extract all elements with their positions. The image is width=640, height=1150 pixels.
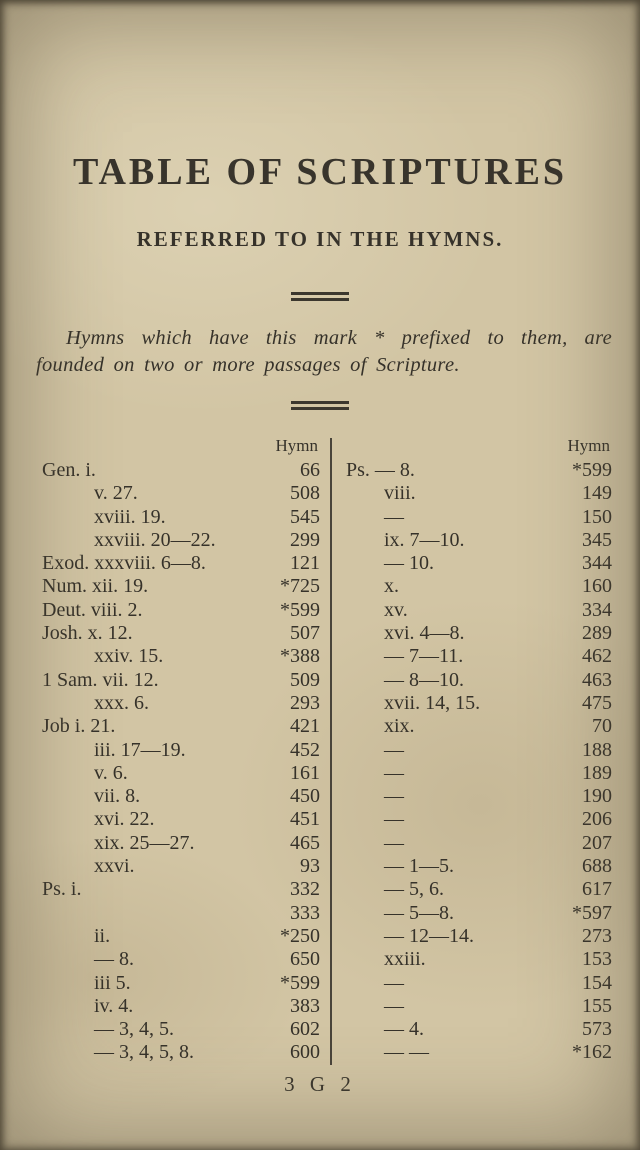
table-row <box>344 902 612 925</box>
table-row <box>344 855 612 878</box>
table-row <box>38 715 320 738</box>
table-row <box>344 599 612 622</box>
hymn-number: 149 <box>582 482 612 505</box>
table-row <box>344 529 612 552</box>
hymn-number: 450 <box>290 785 320 808</box>
scripture-ref: ix. 7—10. <box>384 528 465 551</box>
table-row <box>344 645 612 668</box>
hymn-number: 463 <box>582 668 612 691</box>
hymn-number: 451 <box>290 808 320 831</box>
table-row <box>38 692 320 715</box>
table-column-left <box>38 436 330 1065</box>
table-row <box>38 762 320 785</box>
table-row <box>38 599 320 622</box>
scripture-ref: — <box>384 994 404 1017</box>
table-row <box>344 459 612 482</box>
scripture-ref: — 3, 4, 5. <box>94 1018 174 1041</box>
scripture-ref: xix. 25—27. <box>94 831 195 854</box>
scripture-ref: viii. <box>384 482 416 505</box>
hymn-number: 345 <box>582 528 612 551</box>
table-row <box>344 1018 612 1041</box>
table-row <box>38 902 320 925</box>
hymn-number: 93 <box>300 855 320 878</box>
scripture-ref: v. 6. <box>94 761 128 784</box>
scripture-ref: — 5, 6. <box>384 878 444 901</box>
scripture-ref: Ps. — 8. <box>346 459 415 481</box>
double-rule-divider <box>291 401 349 410</box>
table-row <box>344 482 612 505</box>
scripture-ref: — 1—5. <box>384 855 454 878</box>
note-paragraph: Hymns which have this mark * prefixed to them, are founded on two or more passages of Scripture. <box>36 327 612 376</box>
table-rows-right <box>344 459 612 1065</box>
hymn-number: 383 <box>290 994 320 1017</box>
table-row <box>38 855 320 878</box>
scripture-ref: xvii. 14, 15. <box>384 691 481 714</box>
hymn-number: 154 <box>582 971 612 994</box>
hymn-number: *599 <box>572 459 612 481</box>
scripture-ref <box>38 902 94 925</box>
table-row <box>344 575 612 598</box>
table-row <box>38 948 320 971</box>
hymn-number: 188 <box>582 738 612 761</box>
hymn-number: 293 <box>290 691 320 714</box>
double-rule-divider <box>291 292 349 301</box>
scripture-table <box>38 436 618 1065</box>
column-header-hymn-left: Hymn <box>275 436 318 455</box>
hymn-number: 207 <box>582 831 612 854</box>
scripture-ref: — 3, 4, 5, 8. <box>94 1041 194 1064</box>
table-row <box>38 506 320 529</box>
table-row <box>38 878 320 901</box>
table-rows-left <box>38 459 320 1065</box>
scripture-ref: iii. 17—19. <box>94 738 186 761</box>
scripture-ref: x. <box>384 575 399 598</box>
table-row <box>344 785 612 808</box>
scripture-ref: xix. <box>384 715 415 738</box>
scripture-ref: Ps. i. <box>42 878 82 901</box>
scripture-ref: — — <box>384 1041 429 1064</box>
table-row <box>344 948 612 971</box>
table-row <box>344 1041 612 1064</box>
table-row <box>344 506 612 529</box>
table-row <box>38 785 320 808</box>
scripture-ref: xxiv. 15. <box>94 645 164 668</box>
scripture-ref: — 5—8. <box>384 901 454 924</box>
hymn-number: 153 <box>582 948 612 971</box>
column-header-hymn-right: Hymn <box>567 436 610 455</box>
scripture-ref: ii. <box>94 924 111 947</box>
table-row <box>344 808 612 831</box>
scripture-ref: xvi. 4—8. <box>384 622 465 645</box>
hymn-number: 509 <box>290 668 320 691</box>
hymn-number: 273 <box>582 924 612 947</box>
table-row <box>344 552 612 575</box>
hymn-number: 421 <box>290 715 320 738</box>
hymn-number: 688 <box>582 855 612 878</box>
hymn-number: 475 <box>582 691 612 714</box>
scripture-ref: 1 Sam. vii. 12. <box>42 668 159 691</box>
hymn-number: 344 <box>582 552 612 575</box>
table-row <box>38 459 320 482</box>
signature-mark: 3 G 2 <box>284 1072 356 1096</box>
hymn-number: 650 <box>290 948 320 971</box>
table-row <box>38 669 320 692</box>
page-subtitle: REFERRED TO IN THE HYMNS. <box>136 227 504 251</box>
scripture-ref: — <box>384 785 404 808</box>
table-row <box>344 878 612 901</box>
table-row <box>344 832 612 855</box>
table-row <box>38 739 320 762</box>
table-row <box>344 762 612 785</box>
table-row <box>38 529 320 552</box>
table-row <box>38 832 320 855</box>
scripture-ref: v. 27. <box>94 482 138 505</box>
scripture-ref: — 8—10. <box>384 668 464 691</box>
scripture-ref: Num. xii. 19. <box>42 575 149 598</box>
hymn-number: 155 <box>582 994 612 1017</box>
hymn-number: 602 <box>290 1018 320 1041</box>
table-row <box>344 925 612 948</box>
scripture-ref: Josh. x. 12. <box>42 622 133 645</box>
scripture-ref: Deut. viii. 2. <box>42 598 143 621</box>
scripture-ref: iii 5. <box>94 971 131 994</box>
table-row <box>38 575 320 598</box>
scripture-ref: Job i. 21. <box>42 715 116 738</box>
table-row <box>344 669 612 692</box>
hymn-number: 289 <box>582 622 612 645</box>
table-row <box>38 552 320 575</box>
hymn-number: 70 <box>592 715 612 738</box>
hymn-number: 462 <box>582 645 612 668</box>
hymn-number: 600 <box>290 1041 320 1064</box>
page-title: TABLE OF SCRIPTURES <box>72 151 568 193</box>
scripture-ref: xxx. 6. <box>94 691 149 714</box>
hymn-number: *162 <box>572 1041 612 1064</box>
table-row <box>344 622 612 645</box>
table-row <box>38 482 320 505</box>
scripture-ref: iv. 4. <box>94 994 134 1017</box>
scripture-ref: — 12—14. <box>384 924 474 947</box>
table-column-right <box>332 436 618 1065</box>
table-row <box>38 645 320 668</box>
hymn-number: 190 <box>582 785 612 808</box>
scripture-ref: xviii. 19. <box>94 505 166 528</box>
table-row <box>344 739 612 762</box>
table-row <box>38 808 320 831</box>
scripture-ref: — <box>384 738 404 761</box>
hymn-number: 66 <box>300 459 320 481</box>
hymn-number: 189 <box>582 761 612 784</box>
table-row <box>344 692 612 715</box>
hymn-number: *599 <box>280 598 320 621</box>
scripture-ref: xxviii. 20—22. <box>94 528 216 551</box>
hymn-number: *599 <box>280 971 320 994</box>
scripture-ref: — 4. <box>384 1018 424 1041</box>
scripture-ref: xxvi. <box>94 855 135 878</box>
hymn-number: 161 <box>290 761 320 784</box>
hymn-number: *725 <box>280 575 320 598</box>
scripture-ref: — <box>384 831 404 854</box>
hymn-number: 465 <box>290 831 320 854</box>
scripture-ref: — 7—11. <box>384 645 464 668</box>
hymn-number: 508 <box>290 482 320 505</box>
table-row <box>344 715 612 738</box>
table-row <box>344 972 612 995</box>
scripture-ref: — <box>384 505 404 528</box>
table-row <box>38 622 320 645</box>
scripture-ref: — 10. <box>384 552 434 575</box>
scripture-ref: xv. <box>384 598 408 621</box>
table-row <box>38 925 320 948</box>
scripture-ref: Gen. i. <box>42 459 96 481</box>
scripture-ref: xxiii. <box>384 948 426 971</box>
hymn-number: *250 <box>280 924 320 947</box>
scripture-ref: — <box>384 761 404 784</box>
scripture-ref: — <box>384 808 404 831</box>
hymn-number: 332 <box>290 878 320 901</box>
scripture-ref: — 8. <box>94 948 134 971</box>
table-row <box>38 995 320 1018</box>
hymn-number: 452 <box>290 738 320 761</box>
hymn-number: 299 <box>290 528 320 551</box>
hymn-number: 334 <box>582 598 612 621</box>
table-row <box>38 1041 320 1064</box>
scripture-ref: Exod. xxxviii. 6—8. <box>42 552 206 575</box>
scripture-ref: vii. 8. <box>94 785 141 808</box>
hymn-number: 545 <box>290 505 320 528</box>
hymn-number: 150 <box>582 505 612 528</box>
hymn-number: 573 <box>582 1018 612 1041</box>
hymn-number: *388 <box>280 645 320 668</box>
hymn-number: 206 <box>582 808 612 831</box>
hymn-number: 160 <box>582 575 612 598</box>
table-row <box>344 995 612 1018</box>
table-row <box>38 1018 320 1041</box>
scripture-ref: xvi. 22. <box>94 808 155 831</box>
hymn-number: *597 <box>572 901 612 924</box>
hymn-number: 617 <box>582 878 612 901</box>
scripture-ref: — <box>384 971 404 994</box>
hymn-number: 507 <box>290 622 320 645</box>
hymn-number: 333 <box>290 901 320 924</box>
table-row <box>38 972 320 995</box>
hymn-number: 121 <box>290 552 320 575</box>
